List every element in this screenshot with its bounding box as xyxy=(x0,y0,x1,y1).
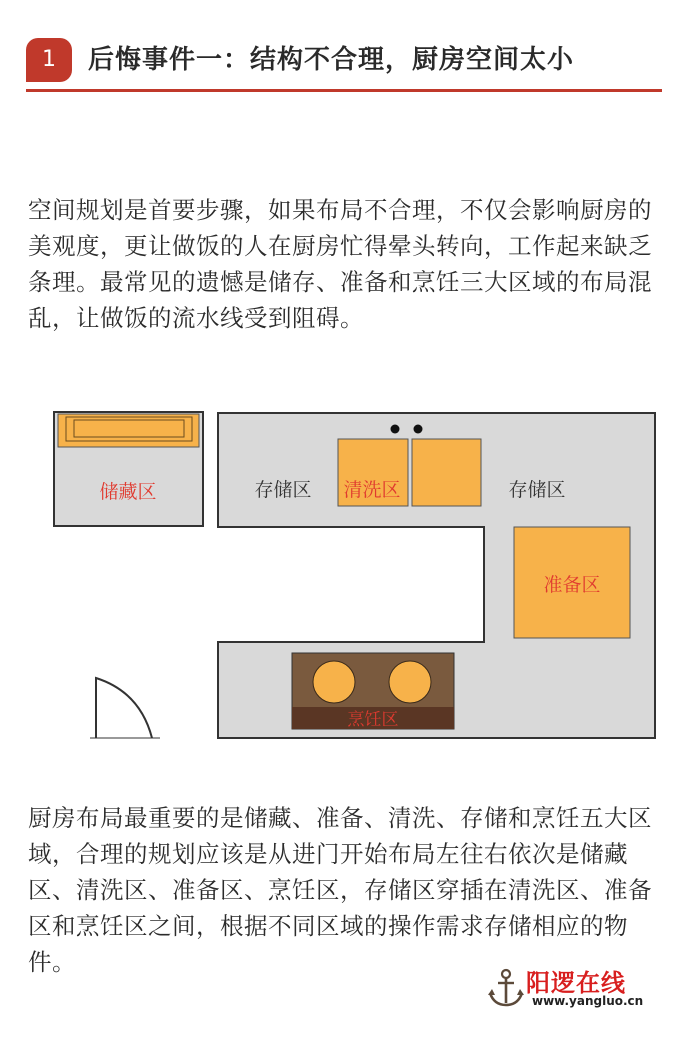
kitchen-floorplan xyxy=(0,400,687,760)
header-underline xyxy=(26,89,662,92)
anchor-icon xyxy=(486,967,526,1009)
burner-right xyxy=(389,661,431,703)
wash-label: 清洗区 xyxy=(343,479,401,501)
watermark xyxy=(486,965,676,1011)
storage-right-label: 存储区 xyxy=(508,479,566,501)
section-header xyxy=(26,38,662,92)
conclusion-paragraph: 厨房布局最重要的是储藏、准备、清洗、存储和烹饪五大区域，合理的规划应该是从进门开始布局左往右依次是储藏区、清洗区、准备区、烹饪区，存储区穿插在清洗区、准备区和烹饪区之间，根据不同区域的操作需求存储相应的物件。 xyxy=(28,804,652,976)
storage-room-label: 储藏区 xyxy=(99,481,157,503)
section-title: 后悔事件一：结构不合理，厨房空间太小 xyxy=(88,45,575,75)
watermark-url: www.yangluo.cn xyxy=(532,994,644,1008)
sink-right xyxy=(412,439,481,506)
faucet-dot xyxy=(391,425,400,434)
storage-shelf xyxy=(58,414,199,447)
prep-label: 准备区 xyxy=(543,574,601,596)
burner-left xyxy=(313,661,355,703)
faucet-dot xyxy=(414,425,423,434)
section-number-badge: 1 xyxy=(26,38,72,82)
watermark-name: 阳逻在线 xyxy=(526,969,626,997)
door-swing xyxy=(96,678,152,738)
cook-label: 烹饪区 xyxy=(347,710,399,730)
storage-left-label: 存储区 xyxy=(254,479,312,501)
intro-paragraph: 空间规划是首要步骤，如果布局不合理，不仅会影响厨房的美观度，更让做饭的人在厨房忙得晕头转向，工作起来缺乏条理。最常见的遗憾是储存、准备和烹饪三大区域的布局混乱，让做饭的流水线受到阻碍。 xyxy=(28,196,652,332)
